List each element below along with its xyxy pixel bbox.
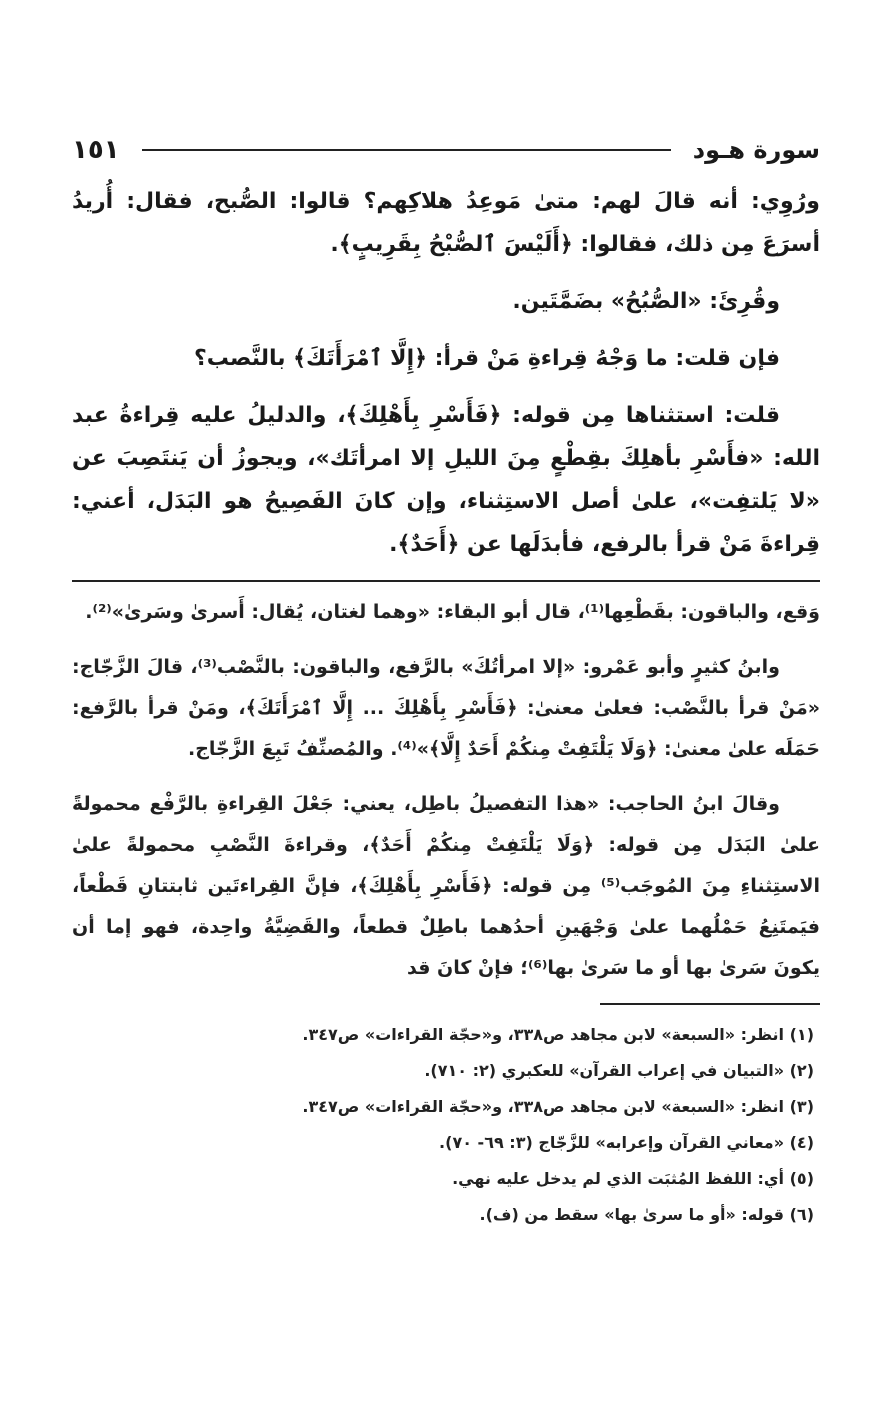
page-header	[72, 130, 820, 170]
main-paragraph: وقُرِئَ: «الصُّبُحُ» بضَمَّتَين.	[512, 289, 780, 314]
footnote: (٤) «معاني القرآن وإعرابه» للزَّجّاج (٣: ٦٩- ٧٠).	[439, 1133, 814, 1152]
header-rule	[142, 149, 671, 151]
surah-title: سورة هـود	[692, 136, 820, 164]
commentary-paragraph: وابنُ كثيرٍ وأبو عَمْرو: «إلا امرأتُكَ» بالرَّفع، والباقون: بالنَّصْب⁽³⁾، قالَ الزَّجّاج: «مَنْ قرأ بالنَّصْب: فعلىٰ معنىٰ: ﴿فَأَسْرِ بِأَهْلِكَ ... إِلَّا ٱمْرَأَتَكَ﴾، ومَنْ قرأ بالرَّفع: حَمَلَه علىٰ معنىٰ: ﴿وَلَا يَلْتَفِتْ مِنكُمْ أَحَدٌ إِلَّا﴾»⁽⁴⁾. والمُصنِّفُ تَبِعَ الزَّجّاج.	[72, 656, 820, 760]
footnote: (١) انظر: «السبعة» لابن مجاهد ص٣٣٨، و«حجّة القراءات» ص٣٤٧.	[302, 1025, 814, 1044]
page-number: ١٥١	[72, 135, 120, 165]
footnote: (٥) أي: اللفظ المُثبَت الذي لم يدخل عليه نهي.	[452, 1169, 814, 1188]
commentary-text	[72, 592, 820, 989]
main-paragraph: فإن قلت: ما وَجْهُ قِراءةِ مَنْ قرأ: ﴿إِلَّا ٱمْرَأَتَكَ﴾ بالنَّصب؟	[194, 346, 780, 371]
footnote: (٣) انظر: «السبعة» لابن مجاهد ص٣٣٨، و«حجّة القراءات» ص٣٤٧.	[302, 1097, 814, 1116]
main-paragraph: ورُوِي: أنه قالَ لهم: متىٰ مَوعِدُ هلاكِهم؟ قالوا: الصُّبح، فقال: أُريدُ أسرَعَ مِن ذلك، فقالوا: ﴿أَلَيْسَ ٱلصُّبْحُ بِقَرِيبٍ﴾.	[72, 189, 820, 257]
main-paragraph: قلت: استثناها مِن قوله: ﴿فَأَسْرِ بِأَهْلِكَ﴾، والدليلُ عليه قِراءةُ عبد الله: «فأَسْرِ بأهلِكَ بقِطْعٍ مِنَ الليلِ إلا امرأتَك»، ويجوزُ أن يَنتَصِبَ عن «لا يَلتفِت»، علىٰ أصل الاستِثناء، وإن كانَ الفَصِيحُ هو البَدَل، أعني: قِراءةَ مَنْ قرأ بالرفع، فأبدَلَها عن ﴿أَحَدٌ﴾.	[72, 403, 820, 557]
footnote: (٦) قوله: «أو ما سرىٰ بها» سقط من (ف).	[479, 1205, 814, 1224]
commentary-paragraph: وقالَ ابنُ الحاجب: «هذا التفصيلُ باطِل، يعني: جَعْلَ القِراءةِ بالرَّفْع محمولةً علىٰ البَدَل مِن قوله: ﴿وَلَا يَلْتَفِتْ مِنكُمْ أَحَدٌ﴾، وقراءةَ النَّصْبِ محمولةً علىٰ الاستِثناءِ مِنَ المُوجَب⁽⁵⁾ مِن قوله: ﴿فَأَسْرِ بِأَهْلِكَ﴾، فإنَّ القِراءتَين ثابتتانِ قَطْعاً، فيَمتَنِعُ حَمْلُهما علىٰ وَجْهَينِ أحدُهما باطِلٌ قطعاً، والقَضِيَّةُ واحِدة، فهو إما أن يكونَ سَرىٰ بها أو ما سَرىٰ بها⁽⁶⁾؛ فإنْ كانَ قد	[72, 793, 820, 979]
main-text	[72, 180, 820, 566]
footnote: (٢) «التبيان في إعراب القرآن» للعكبري (٢: ٧١٠).	[424, 1061, 814, 1080]
book-page	[72, 130, 820, 1390]
footnote-separator	[600, 1003, 820, 1005]
commentary-paragraph: وَقع، والباقون: بقَطْعِها⁽¹⁾، قال أبو البقاء: «وهما لغتان، يُقال: أَسرىٰ وسَرىٰ»⁽²⁾.	[85, 601, 820, 623]
commentary-separator	[72, 580, 820, 582]
footnotes	[72, 1017, 820, 1233]
